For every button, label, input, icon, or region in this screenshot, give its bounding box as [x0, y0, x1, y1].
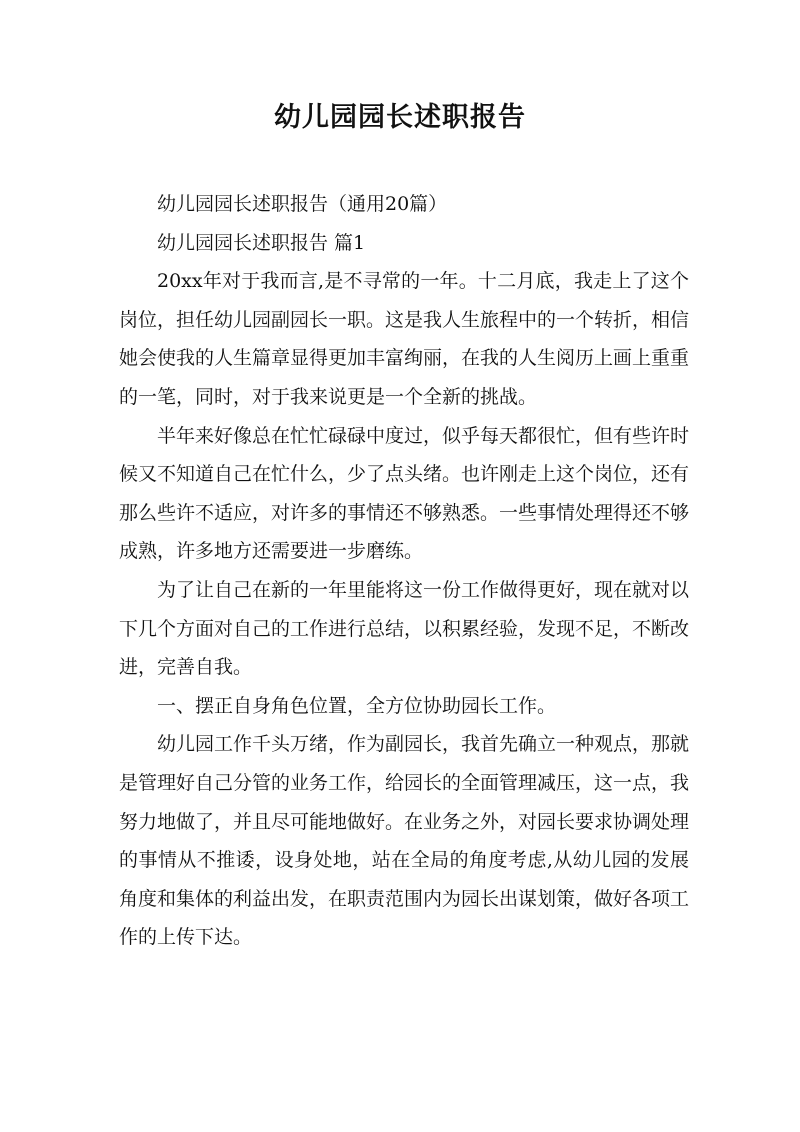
paragraph-subtitle: 幼儿园园长述职报告（通用20篇） — [157, 193, 448, 215]
paragraph: 20xx年对于我而言,是不寻常的一年。十二月底，我走上了这个岗位，担任幼儿园副园长一职。这是我人生旅程中的一个转折，相信她会使我的人生篇章显得更加丰富绚丽，在我的人生阅历上画上重重的一笔，同时，对于我来说更是一个全新的挑战。 — [119, 270, 690, 408]
document-title: 幼儿园园长述职报告 — [274, 102, 526, 133]
paragraph: 幼儿园工作千头万绪，作为副园长，我首先确立一种观点，那就是管理好自己分管的业务工作，给园长的全面管理减压，这一点，我努力地做了，并且尽可能地做好。在业务之外，对园长要求协调处理的事情从不推诿，设身处地，站在全局的角度考虑,从幼儿园的发展角度和集体的利益出发，在职责范围内为园长出谋划策，做好各项工作的上传下达。 — [119, 733, 690, 949]
paragraph: 为了让自己在新的一年里能将这一份工作做得更好，现在就对以下几个方面对自己的工作进行总结，以积累经验，发现不足，不断改进，完善自我。 — [119, 578, 690, 679]
paragraph-heading: 一、摆正自身角色位置，全方位协助园长工作。 — [157, 694, 557, 717]
document-body — [119, 185, 689, 957]
paragraph: 半年来好像总在忙忙碌碌中度过，似乎每天都很忙，但有些许时候又不知道自己在忙什么，少了点头绪。也许刚走上这个岗位，还有那么些许不适应，对许多的事情还不够熟悉。一些事情处理得还不够成熟，许多地方还需要进一步磨练。 — [119, 424, 690, 563]
paragraph-section-heading: 幼儿园园长述职报告 篇1 — [157, 231, 366, 254]
